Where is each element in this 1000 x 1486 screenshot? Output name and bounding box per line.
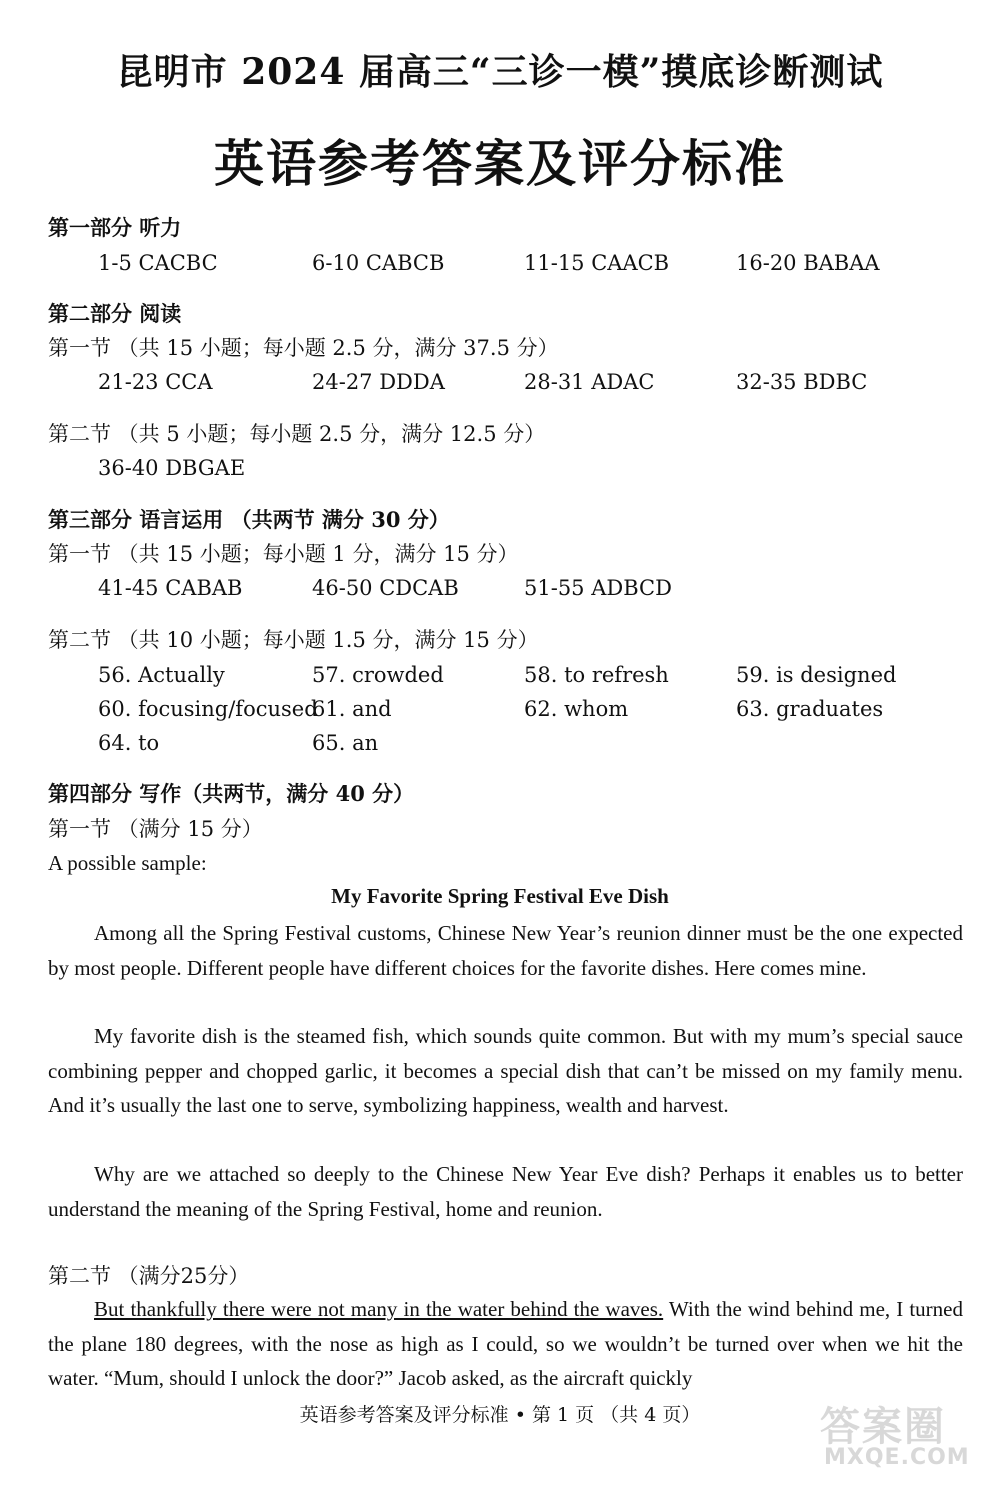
essay-paragraph: Why are we attached so deeply to the Chinese New Year Eve dish? Perhaps it enables us to better understand the meaning of the Spring Festival, home and reunion. bbox=[48, 1162, 963, 1221]
answer-item: 63. graduates bbox=[736, 697, 884, 721]
answer-item: 64. to bbox=[98, 731, 160, 755]
part2-heading: 第二部分 阅读 bbox=[48, 301, 182, 326]
watermark bbox=[820, 1395, 990, 1480]
part2-section1-heading: 第一节 （共 15 小题；每小题 2.5 分，满分 37.5 分） bbox=[48, 336, 559, 360]
part4-section1-heading: 第一节 （满分 15 分） bbox=[48, 817, 263, 841]
watermark-logo: 答案圈 bbox=[820, 1404, 946, 1450]
answer-group: 51-55 ADBCD bbox=[524, 576, 672, 600]
answer-group: 1-5 CACBC bbox=[98, 251, 218, 275]
document-title: 昆明市 2024 届高三“三诊一模”摸底诊断测试 bbox=[116, 51, 884, 93]
essay-paragraph: My favorite dish is the steamed fish, which sounds quite common. But with my mum’s special sauce combining pepper and chopped garlic, it becomes a special dish that can’t be missed on my family menu. And it’s usually the last one to serve, symbolizing happiness, wealth and harvest. bbox=[48, 1024, 963, 1117]
answer-group: 36-40 DBGAE bbox=[98, 456, 246, 480]
watermark-url: MXQE.COM bbox=[824, 1445, 970, 1470]
answer-group: 21-23 CCA bbox=[98, 370, 213, 394]
answer-group: 16-20 BABAA bbox=[736, 251, 880, 275]
part4-heading: 第四部分 写作（共两节，满分 40 分） bbox=[48, 781, 415, 806]
answer-group: 46-50 CDCAB bbox=[312, 576, 459, 600]
answer-group: 32-35 BDBC bbox=[736, 370, 868, 394]
answer-item: 56. Actually bbox=[98, 663, 225, 687]
part3-heading: 第三部分 语言运用 （共两节 满分 30 分） bbox=[48, 507, 450, 532]
answer-group: 6-10 CABCB bbox=[312, 251, 445, 275]
answer-item: 58. to refresh bbox=[524, 663, 669, 687]
underlined-opening-sentence: But thankfully there were not many in the water behind the waves. bbox=[94, 1297, 664, 1321]
part3-section2-heading: 第二节 （共 10 小题；每小题 1.5 分，满分 15 分） bbox=[48, 628, 539, 652]
answer-item: 61. and bbox=[312, 697, 392, 721]
sample-label: A possible sample: bbox=[48, 851, 207, 875]
essay-title: My Favorite Spring Festival Eve Dish bbox=[331, 884, 669, 908]
answer-item: 59. is designed bbox=[736, 663, 897, 687]
part1-heading: 第一部分 听力 bbox=[48, 215, 182, 240]
answer-group: 11-15 CAACB bbox=[524, 251, 670, 275]
continuation-paragraph bbox=[48, 1292, 963, 1396]
answer-item: 62. whom bbox=[524, 697, 629, 721]
document-subtitle: 英语参考答案及评分标准 bbox=[214, 134, 786, 193]
answer-group: 41-45 CABAB bbox=[98, 576, 243, 600]
essay-paragraph: Among all the Spring Festival customs, Chinese New Year’s reunion dinner must be the one expected by most people. Different people have different choices for the favorite dishes. Here comes mine. bbox=[48, 921, 963, 980]
answer-item: 60. focusing/focused bbox=[98, 697, 318, 721]
continuation-text: With the wind behind me, I turned the plane 180 degrees, with the nose as high as I could, so we wouldn’t be turned over when we hit the water. “Mum, should I unlock the door?” Jacob asked, as the aircraft quickly bbox=[48, 1297, 963, 1390]
part4-section2-heading: 第二节 （满分25分） bbox=[48, 1264, 250, 1288]
part3-section1-heading: 第一节 （共 15 小题；每小题 1 分，满分 15 分） bbox=[48, 542, 519, 566]
answer-item: 65. an bbox=[312, 731, 379, 755]
page-footer: 英语参考答案及评分标准 • 第 1 页 （共 4 页） bbox=[299, 1404, 701, 1426]
answer-group: 24-27 DDDA bbox=[312, 370, 445, 394]
answer-item: 57. crowded bbox=[312, 663, 444, 687]
answer-group: 28-31 ADAC bbox=[524, 370, 655, 394]
part2-section2-heading: 第二节 （共 5 小题；每小题 2.5 分，满分 12.5 分） bbox=[48, 422, 546, 446]
